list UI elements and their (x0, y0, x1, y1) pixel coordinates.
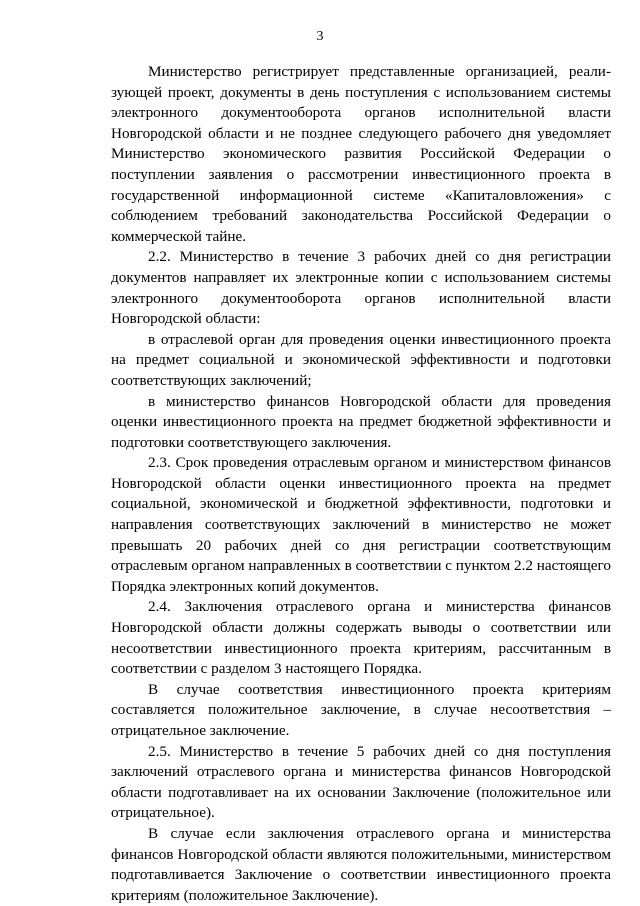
paragraph-2-2-finance-ministry: в министерство финансов Новгородской области для проведения оценки инвестиционного проекта на предмет бюджетной эффективности и подготовки соответствующего заключения. (111, 392, 611, 451)
paragraph-registration: Министерство регистрирует представленные организацией, реализующей проект, документы в день поступления с использованием системы электронного документооборота органов исполнительной власти Новгородской области и не позднее следующего рабочего дня уведомляет Министерство экономического развития Российской Федерации о поступлении заявления о рассмотрении инвестиционного проекта в государственной информационной системе «Капиталовложения» с соблюдением требований законодательства Российской Федерации о коммерческой тайне. (111, 63, 611, 245)
paragraph-2-5: 2.5. Министерство в течение 5 рабочих дней со дня поступления заключений отраслевого органа и министерства финансов Новгородской области подготавливает на их основании Заключение (положительное или отрицательное). (111, 742, 611, 822)
paragraph-2-2-sectoral-body: в отраслевой орган для проведения оценки инвестиционного проекта на предмет социальной и экономической эффективности и подготовки соответствующих заключений; (111, 330, 611, 389)
paragraph-2-3: 2.3. Срок проведения отраслевым органом и министерством финансов Новгородской области оценки инвестиционного проекта на предмет социальной, экономической и бюджетной эффективности, подготовки и направления соответствующих заключений в министерство не может превышать 20 рабочих дней со дня регистрации соответствующим отраслевым органом направленных в соответствии с пунктом 2.2 настоящего Порядка электронных копий документов. (111, 454, 611, 595)
page-number: 3 (316, 29, 324, 44)
paragraph-2-5-positive: В случае если заключения отраслевого органа и министерства финансов Новгородской области являются положительными, министерством подготавливается Заключение о соответствии инвестиционного проекта критериям (положительное Заключение). (111, 824, 611, 904)
document-body (111, 62, 611, 906)
paragraph-2-4: 2.4. Заключения отраслевого органа и министерства финансов Новгородской области должны содержать выводы о соответствии или несоответствии инвестиционного проекта критериям, рассчитанным в соответствии с разделом 3 настоящего Порядка. (111, 598, 611, 678)
paragraph-2-2: 2.2. Министерство в течение 3 рабочих дней со дня регистрации документов направляет их электронные копии с использованием системы электронного документооборота органов исполнительной власти Новгородской области: (111, 248, 611, 328)
paragraph-2-4-conclusion-type: В случае соответствия инвестиционного проекта критериям составляется положительное заключение, в случае несоответствия – отрицательное заключение. (111, 680, 611, 739)
